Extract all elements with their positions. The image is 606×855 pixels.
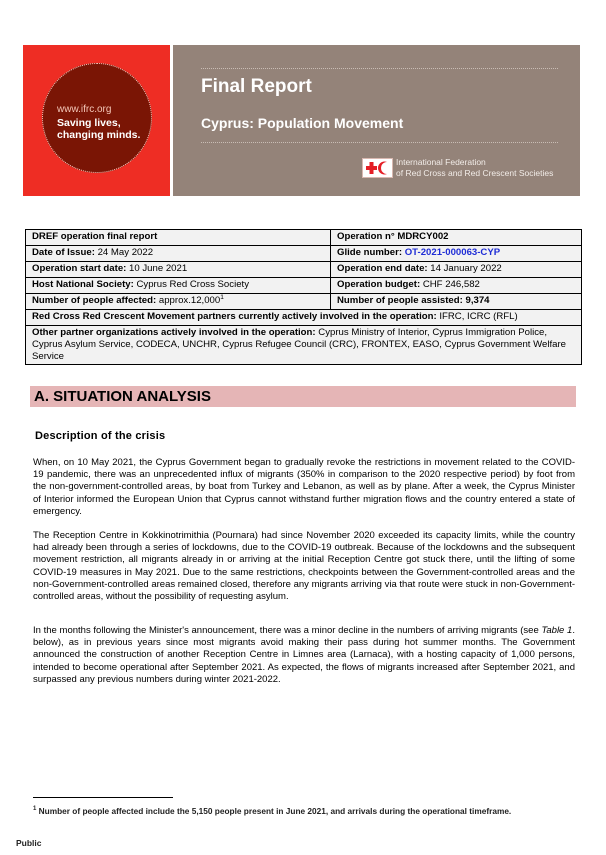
ifrc-slogan-circle — [42, 63, 152, 173]
subsection-heading: Description of the crisis — [35, 430, 166, 442]
tagline-line-2: changing minds. — [57, 129, 141, 141]
start-date-cell: Operation start date: 10 June 2021 — [26, 262, 331, 278]
table-row — [26, 230, 582, 246]
operation-number-cell: Operation n° MDRCY002 — [331, 230, 582, 246]
report-title: Final Report — [201, 76, 312, 97]
tagline-line-1: Saving lives, — [57, 117, 121, 129]
table-row — [26, 246, 582, 262]
operation-info-table — [25, 229, 582, 365]
paragraph: When, on 10 May 2021, the Cyprus Government began to gradually revoke the restrictions in movement related to the COVID-19 pandemic, there was an unprecedented influx of migrants (350% in comparison to the 2020 respective period) by foot from the non-government-controlled areas, by boat from Turkey and Lebanon, as well as by plane. After a week, the Cyprus Minister of Interior informed the European Union that Cyprus cannot withstand further migration flows and the country entered a state of emergency. — [33, 457, 575, 517]
report-type-cell: DREF operation final report — [26, 230, 331, 246]
divider — [201, 68, 558, 69]
glide-number-link[interactable]: OT-2021-000063-CYP — [404, 247, 501, 258]
report-title-banner — [173, 45, 580, 196]
footnote-separator — [33, 797, 173, 798]
org-name-line-1: International Federation — [396, 157, 486, 167]
footnote: $^1$ Number of people affected include the 5,150 people present in June 2021, and arrivals during the operational timeframe. — [33, 806, 512, 816]
people-assisted-cell: Number of people assisted: 9,374 — [331, 294, 582, 310]
host-society-cell: Host National Society: Cyprus Red Cross Society — [26, 278, 331, 294]
ifrc-url: www.ifrc.org — [57, 104, 112, 115]
table-row — [26, 310, 582, 326]
paragraph: The Reception Centre in Kokkinotrimithia (Pournara) had since November 2020 exceeded its capacity limits, while the country had already been through a series of lockdowns, due to the COVID-19 outbreak. Because of the lockdowns and the subsequent movement restriction, all migrants already in or arriving at the initial Reception Centre got stuck there, until the lifting of some COVID-19 measures in May 2021. Due to the same restrictions, checkpoints between the Government-controlled areas and the non-Government-controlled areas remained closed, therefore any migrants arriving via that route were stuck in non-Government-controlled areas, without the possibility of requesting asylum. — [33, 530, 575, 603]
paragraph: In the months following the Minister's announcement, there was a minor decline in the numbers of arriving migrants (see Table 1. below), as in previous years since most migrants avoid making their pass during hot summer months. The Government announced the construction of another Reception Centre in Limnes area (Larnaca), with a hosting capacity of 1,000 persons, intended to become operational after September 2021. As expected, the flows of migrants increased after September 2021, and surpassed any previous numbers during winter 2021-2022. — [33, 625, 575, 685]
people-affected-cell: Number of people affected: approx.12,000$^1$ — [26, 294, 331, 310]
other-partners-cell: Other partner organizations actively involved in the operation: Cyprus Ministry of Interior, Cyprus Immigration Police, Cyprus Asylum Service, CODECA, UNCHR, Cyprus Refugee Council (CRC), FRONTEX, EASO, Cyprus Government Welfare Service — [26, 326, 582, 365]
date-of-issue-cell: Date of Issue: 24 May 2022 — [26, 246, 331, 262]
table-reference: Table 1 — [541, 625, 573, 636]
end-date-cell: Operation end date: 14 January 2022 — [331, 262, 582, 278]
red-cross-crescent-logo-icon — [362, 158, 393, 178]
org-name-line-2: of Red Cross and Red Crescent Societies — [396, 168, 554, 178]
glide-number-cell: Glide number: OT-2021-000063-CYP — [331, 246, 582, 262]
movement-partners-cell: Red Cross Red Crescent Movement partners currently actively involved in the operation: IFRC, ICRC (RFL) — [26, 310, 582, 326]
ifrc-red-banner — [23, 45, 170, 196]
table-row — [26, 326, 582, 365]
section-heading-bar — [30, 386, 576, 407]
classification-label: Public — [16, 838, 42, 848]
table-row — [26, 294, 582, 310]
footnote-ref[interactable]: 1 — [220, 293, 224, 301]
ifrc-organization-name — [396, 157, 553, 179]
report-subtitle: Cyprus: Population Movement — [201, 115, 404, 131]
budget-cell: Operation budget: CHF 246,582 — [331, 278, 582, 294]
divider — [201, 142, 558, 143]
table-row — [26, 278, 582, 294]
ifrc-tagline — [57, 117, 140, 141]
table-row — [26, 262, 582, 278]
section-title: A. SITUATION ANALYSIS — [34, 388, 211, 405]
